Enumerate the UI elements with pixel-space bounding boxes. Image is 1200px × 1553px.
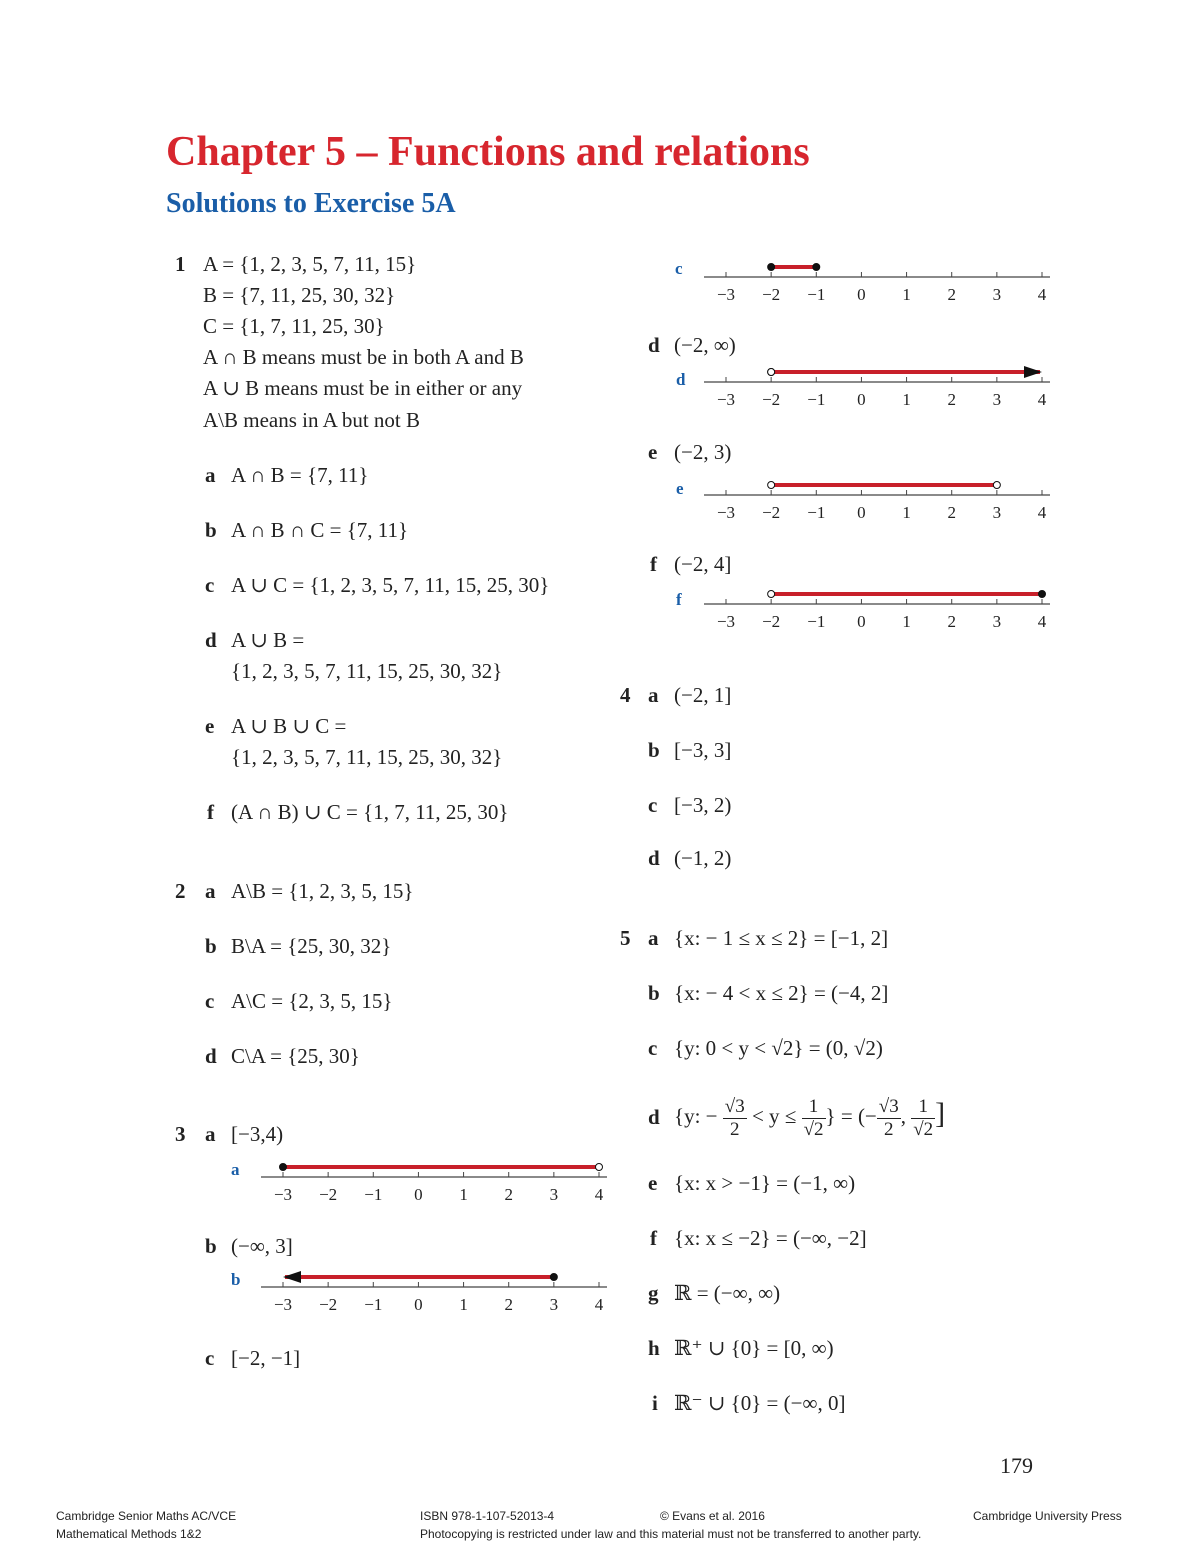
q5-answer-i: ℝ⁻ ∪ {0} = (−∞, 0]	[674, 1391, 846, 1415]
arrow-right-head	[1024, 366, 1042, 378]
q3-answer-b: (−∞, 3]	[231, 1234, 293, 1258]
tick-label: −2	[762, 503, 781, 522]
tick-label: 3	[549, 1185, 559, 1204]
q1-part-label-e: e	[205, 714, 215, 738]
open-endpoint	[993, 482, 1000, 489]
q4-part-label-d: d	[648, 846, 660, 870]
q5-part-label-f: f	[650, 1226, 657, 1250]
numberline-3b	[255, 1265, 615, 1325]
q5d-fraction-2	[802, 1096, 826, 1141]
q4-answer-c: [−3, 2)	[674, 793, 732, 817]
q1-part-label-d: d	[205, 628, 217, 652]
numberline-label-3d: d	[676, 370, 686, 389]
q2-answer-a: A\B = {1, 2, 3, 5, 15}	[231, 879, 414, 903]
numberline-3d	[698, 360, 1058, 420]
tick-label: −3	[273, 1185, 293, 1204]
numberline-label-3f: f	[676, 590, 682, 609]
tick-label: 4	[594, 1295, 604, 1314]
q4-part-label-b: b	[648, 738, 660, 762]
tick-label: −2	[319, 1295, 338, 1314]
footer-copyright: © Evans et al. 2016	[660, 1509, 765, 1523]
q4-answer-b: [−3, 3]	[674, 738, 732, 762]
q2-answer-b: B\A = {25, 30, 32}	[231, 934, 392, 958]
q1-part-label-a: a	[205, 463, 216, 487]
numberline-3e	[698, 473, 1058, 533]
tick-label: −3	[716, 612, 736, 631]
q5-answer-a: {x: − 1 ≤ x ≤ 2} = [−1, 2]	[674, 926, 889, 950]
tick-label: 0	[857, 612, 866, 631]
tick-label: −1	[807, 285, 826, 304]
q4-answer-d: (−1, 2)	[674, 846, 732, 870]
tick-label: 4	[1037, 503, 1047, 522]
numberline-label-3e: e	[676, 479, 684, 498]
footer-publisher: Cambridge University Press	[973, 1509, 1122, 1523]
question-number-5: 5	[620, 926, 631, 950]
footer-notice: Photocopying is restricted under law and this material must not be transferred to another party.	[420, 1527, 922, 1541]
q5d-fraction-1	[723, 1096, 747, 1141]
closed-endpoint	[550, 1274, 557, 1281]
q5d-f3-den: 2	[884, 1118, 894, 1140]
tick-label: −2	[762, 285, 781, 304]
q5-answer-d	[674, 1090, 945, 1141]
tick-label: −1	[807, 612, 826, 631]
tick-label: −3	[716, 503, 736, 522]
q1-answer-b: A ∩ B ∩ C = {7, 11}	[231, 518, 409, 542]
q5-part-label-d: d	[648, 1105, 660, 1129]
tick-label: −2	[762, 612, 781, 631]
tick-label: 3	[992, 503, 1002, 522]
q5d-f1-num: √3	[724, 1095, 745, 1117]
q5-part-label-g: g	[648, 1281, 659, 1305]
tick-label: −3	[273, 1295, 293, 1314]
q3-answer-d: (−2, ∞)	[674, 333, 736, 357]
q5-part-label-e: e	[648, 1171, 658, 1195]
tick-label: 1	[902, 285, 911, 304]
question-number-4: 4	[620, 683, 631, 707]
q5d-mid: < y ≤	[751, 1104, 797, 1128]
q5d-f2-num: 1	[802, 1096, 826, 1119]
q5-answer-c: {y: 0 < y < √2} = (0, √2)	[674, 1036, 883, 1060]
tick-label: 0	[857, 503, 866, 522]
q5d-fraction-3	[877, 1096, 901, 1141]
tick-label: 0	[857, 285, 866, 304]
tick-label: 0	[414, 1185, 423, 1204]
numberline-3c	[698, 255, 1058, 315]
q5-answer-b: {x: − 4 < x ≤ 2} = (−4, 2]	[674, 981, 889, 1005]
q4-answer-a: (−2, 1]	[674, 683, 732, 707]
exercise-subtitle: Solutions to Exercise 5A	[166, 188, 456, 219]
tick-label: −3	[716, 285, 736, 304]
tick-label: 1	[902, 612, 911, 631]
q3-answer-c: [−2, −1]	[231, 1346, 301, 1370]
q5d-mid2: } = (−	[825, 1104, 877, 1128]
tick-label: 2	[947, 503, 956, 522]
q5d-f4-den: √2	[913, 1118, 934, 1140]
q3-part-label-c: c	[205, 1346, 215, 1370]
numberline-3f	[698, 582, 1058, 642]
question-number-1: 1	[175, 252, 186, 276]
closed-endpoint	[280, 1164, 287, 1171]
q1-part-label-f: f	[207, 800, 214, 824]
tick-label: 2	[504, 1295, 513, 1314]
q1-answer-a: A ∩ B = {7, 11}	[231, 463, 369, 487]
q3-part-label-b: b	[205, 1234, 217, 1258]
tick-label: 0	[857, 390, 866, 409]
question-number-2: 2	[175, 879, 186, 903]
q3-answer-a: [−3,4)	[231, 1122, 284, 1146]
q2-part-label-b: b	[205, 934, 217, 958]
tick-label: 2	[947, 285, 956, 304]
q3-answer-f: (−2, 4]	[674, 552, 732, 576]
q1-def-c: C = {1, 7, 11, 25, 30}	[203, 314, 385, 338]
closed-endpoint	[1039, 591, 1046, 598]
tick-label: 0	[414, 1295, 423, 1314]
q3-part-label-d: d	[648, 333, 660, 357]
q5d-post: ]	[935, 1097, 946, 1130]
q5-part-label-h: h	[648, 1336, 660, 1360]
q3-part-label-a: a	[205, 1122, 216, 1146]
q5d-f4-num: 1	[911, 1096, 935, 1119]
numberline-label-3b: b	[231, 1270, 241, 1289]
open-endpoint	[768, 482, 775, 489]
page-number: 179	[1000, 1453, 1033, 1478]
footer-course: Mathematical Methods 1&2	[56, 1527, 202, 1541]
arrow-left-head	[283, 1271, 301, 1283]
q2-part-label-c: c	[205, 989, 215, 1013]
q1-answer-f: (A ∩ B) ∪ C = {1, 7, 11, 25, 30}	[231, 800, 509, 824]
q5d-f2-den: √2	[803, 1118, 824, 1140]
q2-answer-c: A\C = {2, 3, 5, 15}	[231, 989, 393, 1013]
tick-label: 1	[459, 1295, 468, 1314]
q5d-f3-num: √3	[878, 1095, 899, 1117]
tick-label: −1	[807, 503, 826, 522]
q1-answer-c: A ∪ C = {1, 2, 3, 5, 7, 11, 15, 25, 30}	[231, 573, 550, 597]
q1-answer-e: A ∪ B ∪ C =	[231, 714, 347, 738]
q5-part-label-b: b	[648, 981, 660, 1005]
q1-def-b: B = {7, 11, 25, 30, 32}	[203, 283, 396, 307]
tick-label: 4	[594, 1185, 604, 1204]
q5-answer-f: {x: x ≤ −2} = (−∞, −2]	[674, 1226, 867, 1250]
q4-part-label-c: c	[648, 793, 658, 817]
q5-answer-h: ℝ⁺ ∪ {0} = [0, ∞)	[674, 1336, 834, 1360]
question-number-3: 3	[175, 1122, 186, 1146]
q1-answer-d: A ∪ B =	[231, 628, 305, 652]
tick-label: −1	[807, 390, 826, 409]
open-endpoint	[596, 1164, 603, 1171]
tick-label: −1	[364, 1295, 383, 1314]
q3-part-label-e: e	[648, 440, 658, 464]
q5d-f1-den: 2	[729, 1118, 740, 1140]
q5-answer-g: ℝ = (−∞, ∞)	[674, 1281, 781, 1305]
tick-label: 2	[504, 1185, 513, 1204]
tick-label: 1	[902, 503, 911, 522]
q1-part-label-c: c	[205, 573, 215, 597]
numberline-label-3c: c	[675, 259, 683, 278]
q1-def-a: A = {1, 2, 3, 5, 7, 11, 15}	[203, 252, 417, 276]
tick-label: 3	[992, 612, 1002, 631]
q5-answer-e: {x: x > −1} = (−1, ∞)	[674, 1171, 856, 1195]
footer-series: Cambridge Senior Maths AC/VCE	[56, 1509, 237, 1523]
q1-part-label-b: b	[205, 518, 217, 542]
footer-isbn: ISBN 978-1-107-52013-4	[420, 1509, 555, 1523]
tick-label: 4	[1037, 612, 1047, 631]
q5d-fraction-4	[911, 1096, 935, 1141]
tick-label: 1	[459, 1185, 468, 1204]
q2-answer-d: C\A = {25, 30}	[231, 1044, 360, 1068]
open-endpoint	[768, 369, 775, 376]
q2-part-label-d: d	[205, 1044, 217, 1068]
q1-answer-d-set: {1, 2, 3, 5, 7, 11, 15, 25, 30, 32}	[231, 659, 503, 683]
q5d-pre: {y: −	[674, 1104, 718, 1128]
q3-answer-e: (−2, 3)	[674, 440, 732, 464]
q4-part-label-a: a	[648, 683, 659, 707]
q3-part-label-f: f	[650, 552, 657, 576]
q1-def-difference: A\B means in A but not B	[203, 408, 421, 432]
tick-label: 2	[947, 390, 956, 409]
q5-part-label-a: a	[648, 926, 659, 950]
tick-label: −2	[319, 1185, 338, 1204]
q2-part-label-a: a	[205, 879, 216, 903]
q5-part-label-c: c	[648, 1036, 658, 1060]
tick-label: 3	[549, 1295, 559, 1314]
tick-label: −2	[762, 390, 781, 409]
tick-label: 4	[1037, 285, 1047, 304]
tick-label: −3	[716, 390, 736, 409]
q5d-comma: ,	[900, 1104, 906, 1128]
numberline-label-3a: a	[231, 1160, 240, 1179]
q1-answer-e-set: {1, 2, 3, 5, 7, 11, 15, 25, 30, 32}	[231, 745, 503, 769]
closed-endpoint	[768, 264, 775, 271]
chapter-title: Chapter 5 – Functions and relations	[166, 129, 810, 175]
numberline-3a	[255, 1155, 615, 1215]
q5-part-label-i: i	[652, 1391, 658, 1415]
closed-endpoint	[813, 264, 820, 271]
tick-label: 4	[1037, 390, 1047, 409]
open-endpoint	[768, 591, 775, 598]
tick-label: 1	[902, 390, 911, 409]
q1-def-intersection: A ∩ B means must be in both A and B	[203, 345, 524, 369]
q1-def-union: A ∪ B means must be in either or any	[203, 376, 523, 400]
tick-label: 3	[992, 390, 1002, 409]
tick-label: −1	[364, 1185, 383, 1204]
tick-label: 3	[992, 285, 1002, 304]
tick-label: 2	[947, 612, 956, 631]
